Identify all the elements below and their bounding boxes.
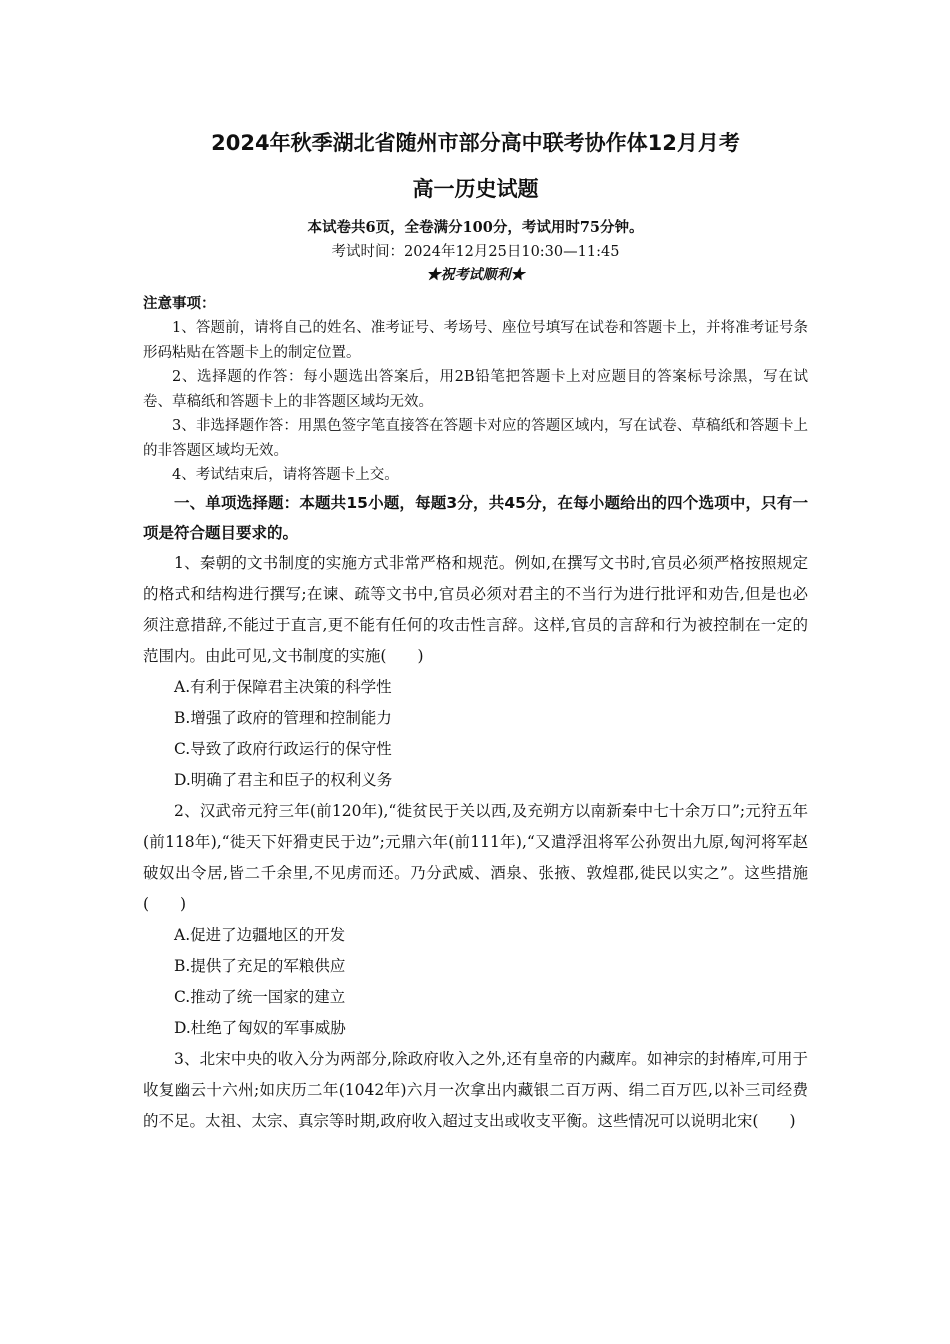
option-b: B.提供了充足的军粮供应 xyxy=(174,956,346,975)
note-item: 3、非选择题作答：用黑色签字笔直接答在答题卡对应的答题区域内，写在试卷、草稿纸和答题卡上的非答题区域均无效。 xyxy=(143,418,808,459)
exam-subtitle: 高一历史试题 xyxy=(412,177,539,201)
question-2 xyxy=(143,796,808,1044)
option-c: C.推动了统一国家的建立 xyxy=(174,987,346,1006)
section-heading: 一、单项选择题：本题共15小题，每题3分，共45分，在每小题给出的四个选项中，只有一项是符合题目要求的。 xyxy=(143,493,808,542)
option-d: D.杜绝了匈奴的军事威胁 xyxy=(174,1018,346,1037)
option-b: B.增强了政府的管理和控制能力 xyxy=(174,708,392,727)
question-stem: 1、秦朝的文书制度的实施方式非常严格和规范。例如,在撰写文书时,官员必须严格按照规定的格式和结构进行撰写;在谏、疏等文书中,官员必须对君主的不当行为进行批评和劝告,但是也必须注意措辞,不能过于直言,更不能有任何的攻击性言辞。这样,官员的言辞和行为被控制在一定的范围内。由此可见,文书制度的实施( ) xyxy=(143,553,808,665)
question-stem: 3、北宋中央的收入分为两部分,除政府收入之外,还有皇帝的内藏库。如神宗的封椿库,可用于收复幽云十六州;如庆历二年(1042年)六月一次拿出内藏银二百万两、绢二百万匹,以补三司经费的不足。太祖、太宗、真宗等时期,政府收入超过支出或收支平衡。这些情况可以说明北宋( ) xyxy=(143,1049,808,1130)
exam-page xyxy=(143,120,808,1137)
question-stem: 2、汉武帝元狩三年(前120年),“徙贫民于关以西,及充朔方以南新秦中七十余万口”;元狩五年(前118年),“徙天下奸猾吏民于边”;元鼎六年(前111年),“又遣浮沮将军公孙贺出九原,匈河将军赵破奴出令居,皆二千余里,不见虏而还。乃分武威、酒泉、张掖、敦煌郡,徙民以实之”。这些措施( ) xyxy=(143,801,808,913)
exam-title: 2024年秋季湖北省随州市部分高中联考协作体12月月考 xyxy=(211,131,740,155)
exam-wish: ★祝考试顺利★ xyxy=(426,267,525,283)
note-item: 1、答题前，请将自己的姓名、准考证号、考场号、座位号填写在试卷和答题卡上，并将准考证号条形码粘贴在答题卡上的制定位置。 xyxy=(143,320,808,361)
option-d: D.明确了君主和臣子的权利义务 xyxy=(174,770,393,789)
note-item: 2、选择题的作答：每小题选出答案后，用2B铅笔把答题卡上对应题目的答案标号涂黑，写在试卷、草稿纸和答题卡上的非答题区域均无效。 xyxy=(143,369,808,410)
notes-heading: 注意事项： xyxy=(143,295,216,312)
option-c: C.导致了政府行政运行的保守性 xyxy=(174,739,392,758)
question-1 xyxy=(143,548,808,796)
note-item: 4、考试结束后，请将答题卡上交。 xyxy=(172,467,399,483)
option-a: A.有利于保障君主决策的科学性 xyxy=(174,677,392,696)
option-a: A.促进了边疆地区的开发 xyxy=(174,925,346,944)
exam-info: 本试卷共6页，全卷满分100分，考试用时75分钟。 xyxy=(307,219,644,236)
question-3 xyxy=(143,1044,808,1137)
exam-time: 考试时间：2024年12月25日10:30—11:45 xyxy=(331,244,620,260)
